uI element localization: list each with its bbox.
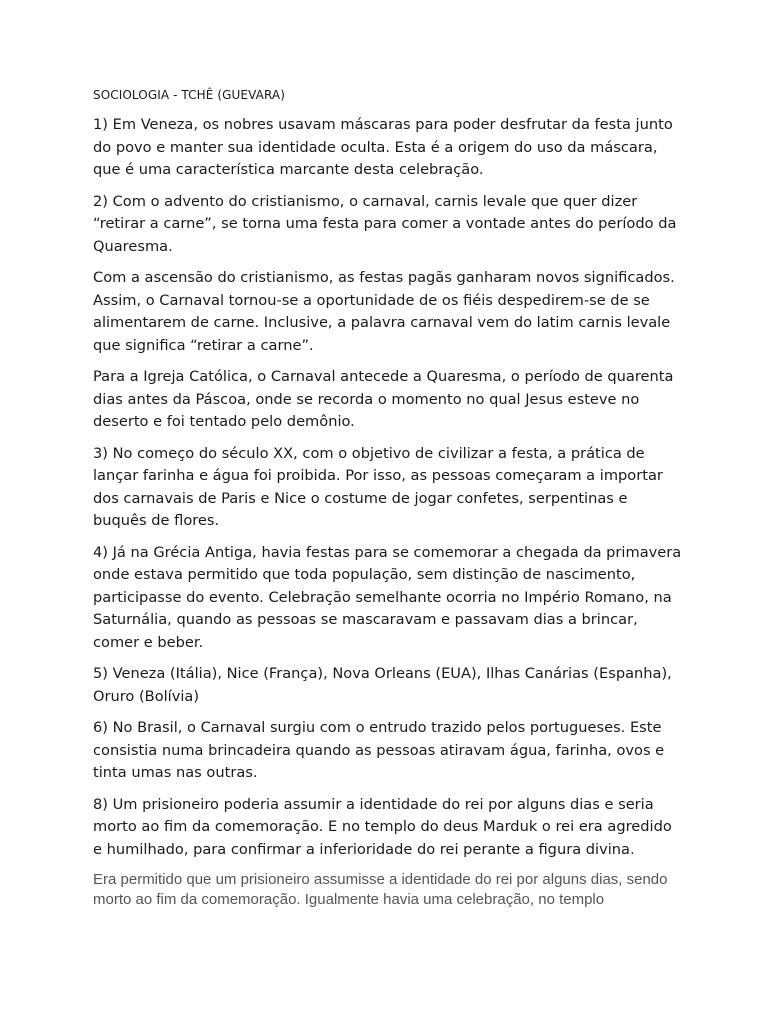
- pasted-tail-text: Era permitido que um prisioneiro assumisse a identidade do rei por alguns dias, sendo morto ao fim da comemoração. Igualmente havia uma celebração, no templo: [93, 871, 668, 908]
- paragraph-9: 8) Um prisioneiro poderia assumir a identidade do rei por alguns dias e seria morto ao fim da comemoração. E no templo do deus Marduk o rei era agredido e humilhado, para confirmar a inferioridade do rei perante a figura divina.: [93, 795, 672, 858]
- paragraph-4: Para a Igreja Católica, o Carnaval antecede a Quaresma, o período de quarenta dias antes da Páscoa, onde se recorda o momento no qual Jesus esteve no deserto e foi tentado pelo demônio.: [93, 368, 674, 430]
- document-page: [93, 86, 683, 910]
- paragraph-8: 6) No Brasil, o Carnaval surgiu com o entrudo trazido pelos portugueses. Este consistia numa brincadeira quando as pessoas atiravam água, farinha, ovos e tinta umas nas outras.: [93, 719, 665, 781]
- paragraph-3: Com a ascensão do cristianismo, as festas pagãs ganharam novos significados. Assim, o Carnaval tornou-se a oportunidade de os fiéis despedirem-se de se alimentarem de carne. Inclusive, a palavra carnaval vem do latim carnis levale que significa “retirar a carne”.: [93, 269, 675, 354]
- document-header: SOCIOLOGIA - TCHÊ (GUEVARA): [93, 88, 285, 102]
- paragraph-5: 3) No começo do século XX, com o objetivo de civilizar a festa, a prática de lançar farinha e água foi proibida. Por isso, as pessoas começaram a importar dos carnavais de Paris e Nice o costume de jogar confetes, serpentinas e buquês de flores.: [93, 444, 663, 529]
- paragraph-2: 2) Com o advento do cristianismo, o carnaval, carnis levale que quer dizer “retirar a carne”, se torna uma festa para comer a vontade antes do período da Quaresma.: [93, 192, 677, 255]
- paragraph-6: 4) Já na Grécia Antiga, havia festas para se comemorar a chegada da primavera onde estava permitido que toda população, sem distinção de nascimento, participasse do evento. Celebração semelhante ocorria no Império Romano, na Saturnália, quando as pessoas se mascaravam e passavam dias a brincar, comer e beber.: [93, 543, 682, 651]
- paragraph-7: 5) Veneza (Itália), Nice (França), Nova Orleans (EUA), Ilhas Canárias (Espanha), Oruro (Bolívia): [93, 665, 672, 705]
- paragraph-1: 1) Em Veneza, os nobres usavam máscaras para poder desfrutar da festa junto do povo e manter sua identidade oculta. Esta é a origem do uso da máscara, que é uma característica marcante desta celebração.: [93, 116, 673, 178]
